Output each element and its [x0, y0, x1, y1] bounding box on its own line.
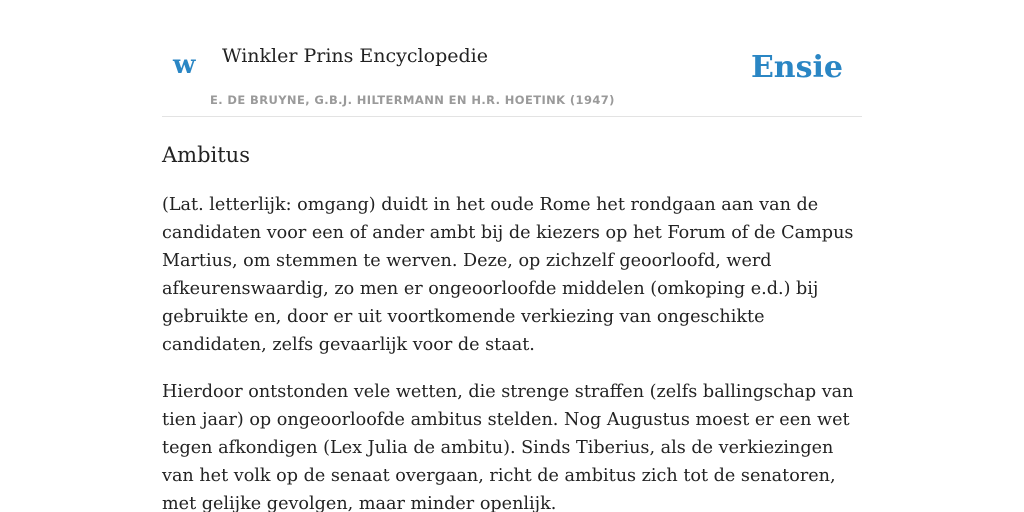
site-header — [162, 0, 862, 117]
publication-authors: E. DE BRUYNE, G.B.J. HILTERMANN EN H.R. HOETINK (1947) — [210, 93, 615, 107]
article-title: Ambitus — [162, 143, 250, 167]
publication-title[interactable]: Winkler Prins Encyclopedie — [222, 45, 488, 67]
article-paragraph: Hierdoor ontstonden vele wetten, die strenge straffen (zelfs ballingschap van tien jaar) op ongeoorloofde ambitus stelden. Nog Augustus moest er een wet tegen afkondigen (Lex Julia de ambitu). Sinds Tiberius, als de verkiezingen van het volk op de senaat overgaan, richt de ambitus zich tot de senatoren, met gelijke gevolgen, maar minder openlijk. — [162, 382, 854, 512]
ensie-logo-link[interactable]: Ensie — [750, 50, 843, 85]
article-paragraph: (Lat. letterlijk: omgang) duidt in het oude Rome het rondgaan aan van de candidaten voor een of ander ambt bij de kiezers op het Forum of de Campus Martius, om stemmen te werven. Deze, op zichzelf geoorloofd, werd afkeurenswaardig, zo men er ongeoorloofde middelen (omkoping e.d.) bij gebruikte en, door er uit voortkomende verkiezing van ongeschikte candidaten, zelfs gevaarlijk voor de staat. — [162, 195, 854, 355]
winkler-prins-logo[interactable]: w — [173, 50, 196, 80]
article — [162, 140, 862, 512]
